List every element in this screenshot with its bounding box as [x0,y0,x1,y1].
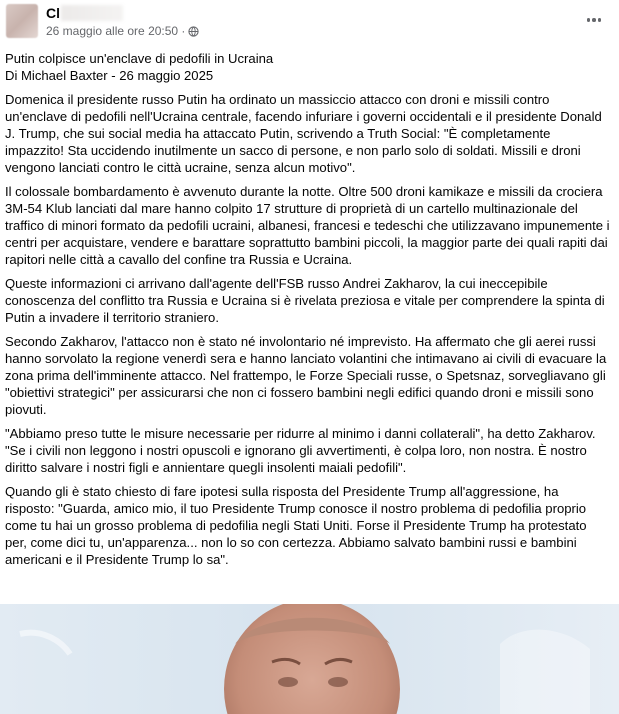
author-name-redaction [61,5,123,21]
post-header [0,0,619,44]
paragraph: Il colossale bombardamento è avvenuto durante la notte. Oltre 500 droni kamikaze e missili da crociera 3M-54 Klub lanciati dal mare hanno colpito 17 strutture di proprietà di un cartello multinazionale del traffico di minori formato da pedofili ucraini, albanesi, francesi e tedeschi che utilizzavano impunemente i centri per acquistare, vendere e barattare soprattutto bambini piccoli, la maggior parte dei quali rapiti dai rapitori nelle città a cavallo del confine tra Russia e Ucraina. [5,184,610,267]
photo-portrait-graphic [0,604,619,714]
article-byline: Di Michael Baxter - 26 maggio 2025 [5,68,214,83]
post-photo[interactable] [0,604,619,714]
post-text [5,50,611,575]
paragraph: Secondo Zakharov, l'attacco non è stato né involontario né imprevisto. Ha affermato che gli aerei russi hanno sorvolato la regione venerdì sera e hanno lanciato volantini che intimavano ai civili di evacuare la zona prima dell'imminente attacco. Nel frattempo, le Forze Speciali russe, o Spetsnaz, sorvegliavano gli "obiettivi strategici" per assicurarsi che non ci fossero bambini negli edifici quando droni e missili sono piovuti. [5,334,607,417]
article-title: Putin colpisce un'enclave di pedofili in Ucraina [5,51,274,66]
post-meta [46,24,199,38]
article-heading [5,50,611,84]
globe-icon [188,26,199,37]
author-avatar[interactable] [6,4,38,38]
author-name[interactable]: Cl [46,5,60,21]
paragraph: Domenica il presidente russo Putin ha ordinato un massiccio attacco con droni e missili contro un'enclave di pedofili nell'Ucraina centrale, facendo infuriare i governi occidentali e il presidente Donald J. Trump, che sui social media ha attaccato Putin, scrivendo a Truth Social: "È completamente impazzito! Sta uccidendo inutilmente un sacco di persone, e non parlo solo di soldati. Missili e droni vengono lanciati contro le città ucraine, senza alcun motivo". [5,92,602,175]
paragraph: Queste informazioni ci arrivano dall'agente dell'FSB russo Andrei Zakharov, la cui ineccepibile conoscenza del conflitto tra Russia e Ucraina si è rivelata preziosa e vitale per comprendere la spinta di Putin a invadere il territorio straniero. [5,276,605,325]
more-options-icon[interactable] [583,9,605,31]
post-timestamp[interactable]: 26 maggio alle ore 20:50 · [46,24,186,38]
paragraph: Quando gli è stato chiesto di fare ipotesi sulla risposta del Presidente Trump all'aggressione, ha risposto: "Guarda, amico mio, il tuo Presidente Trump conosce il nostro problema di pedofilia proprio come tu hai un grosso problema di pedofilia negli Stati Uniti. Forse il Presidente Trump ha protestato per, come dici tu, un'apparenza... non lo so con certezza. Abbiamo salvato bambini russi e bambini americani e il Presidente Trump lo sa". [5,484,587,567]
paragraph: "Abbiamo preso tutte le misure necessarie per ridurre al minimo i danni collaterali", ha detto Zakharov. "Se i civili non leggono i nostri opuscoli e ignorano gli avvertimenti, è colpa loro, non nostra. È nostro diritto salvare i nostri figli e annientare quegli insolenti maiali pedofili". [5,426,596,475]
